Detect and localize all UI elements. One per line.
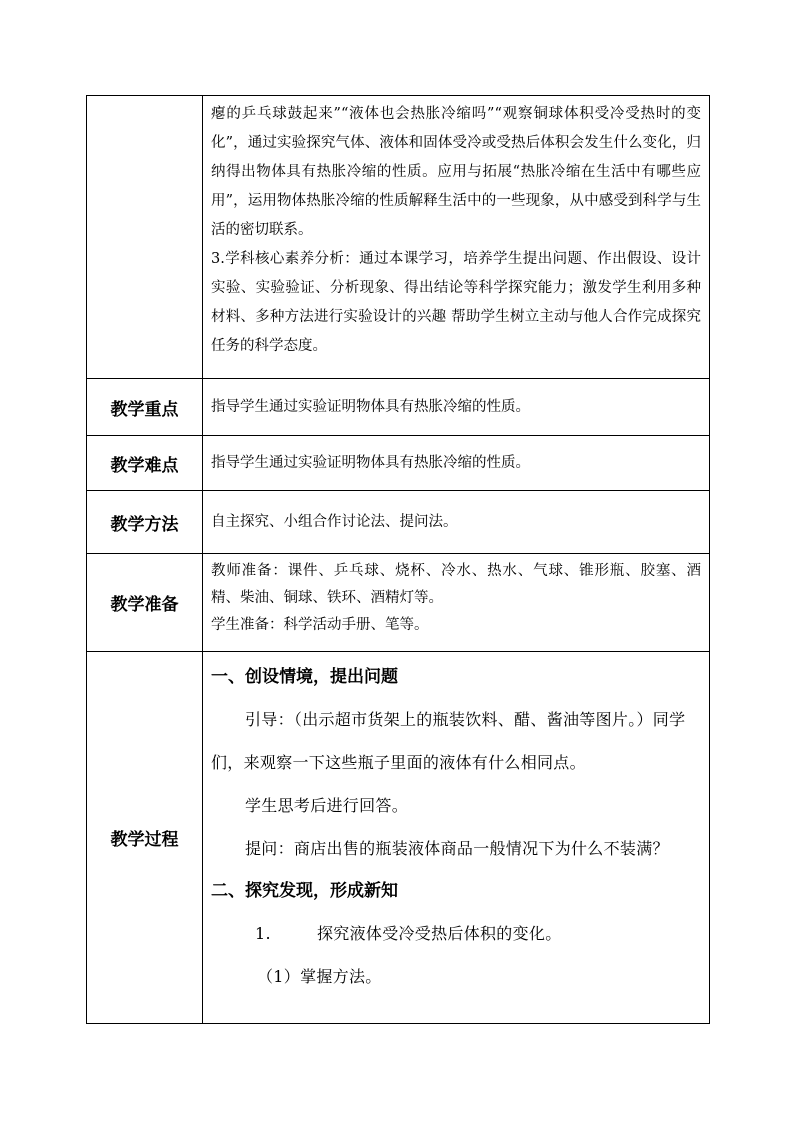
process-item-1 <box>211 912 701 955</box>
process-label: 教学过程 <box>87 652 203 1024</box>
method-label: 教学方法 <box>87 491 203 554</box>
objectives-label-cell <box>87 96 203 379</box>
process-content <box>203 652 710 1024</box>
difficulty-row <box>87 436 710 491</box>
method-row <box>87 491 710 554</box>
item-text: 探究液体受冷受热后体积的变化。 <box>317 924 562 943</box>
process-row <box>87 652 710 1024</box>
student-preparation: 学生准备：科学活动手册、笔等。 <box>211 617 429 633</box>
method-text: 自主探究、小组合作讨论法、提问法。 <box>203 491 710 554</box>
teacher-preparation: 教师准备：课件、乒乓球、烧杯、冷水、热水、气球、锥形瓶、胶塞、酒精、柴油、铜球、铁环、酒精灯等。 <box>211 563 701 606</box>
objectives-paragraph-2: 3.学科核心素养分析：通过本课学习，培养学生提出问题、作出假设、设计实验、实验验证、分析现象、得出结论等科学探究能力；激发学生利用多种材料、多种方法进行实验设计的兴趣 帮助学生树立主动与他人合作完成探究任务的科学态度。 <box>211 251 701 354</box>
lesson-plan-table <box>86 95 710 1024</box>
preparation-label: 教学准备 <box>87 554 203 652</box>
process-heading-1: 一、创设情境，提出问题 <box>211 667 398 687</box>
process-answer: 学生思考后进行回答。 <box>245 796 409 815</box>
process-guide: 引导：（出示超市货架上的瓶装饮料、醋、酱油等图片。）同学们，来观察一下这些瓶子里面的液体有什么相同点。 <box>211 710 686 772</box>
item-number: 1. <box>255 924 271 943</box>
key-point-label: 教学重点 <box>87 379 203 436</box>
difficulty-text: 指导学生通过实验证明物体具有热胀冷缩的性质。 <box>203 436 710 491</box>
process-heading-2: 二、探究发现，形成新知 <box>211 881 398 901</box>
objectives-row <box>87 96 710 379</box>
key-point-text: 指导学生通过实验证明物体具有热胀冷缩的性质。 <box>203 379 710 436</box>
preparation-row <box>87 554 710 652</box>
preparation-content <box>203 554 710 652</box>
key-point-row <box>87 379 710 436</box>
difficulty-label: 教学难点 <box>87 436 203 491</box>
process-sub-item: （1）掌握方法。 <box>257 967 382 986</box>
objectives-content-cell <box>203 96 710 379</box>
process-question: 提问：商店出售的瓶装液体商品一般情况下为什么不装满？ <box>245 839 669 858</box>
objectives-paragraph-1: 瘪的乒乓球鼓起来”“液体也会热胀冷缩吗”“观察铜球体积受冷受热时的变化”，通过实验探究气体、液体和固体受冷或受热后体积会发生什么变化，归纳得出物体具有热胀冷缩的性质。应用与拓展“热胀冷缩在生活中有哪些应用”，运用物体热胀冷缩的性质解释生活中的一些现象，从中感受到科学与生活的密切联系。 <box>211 106 701 238</box>
